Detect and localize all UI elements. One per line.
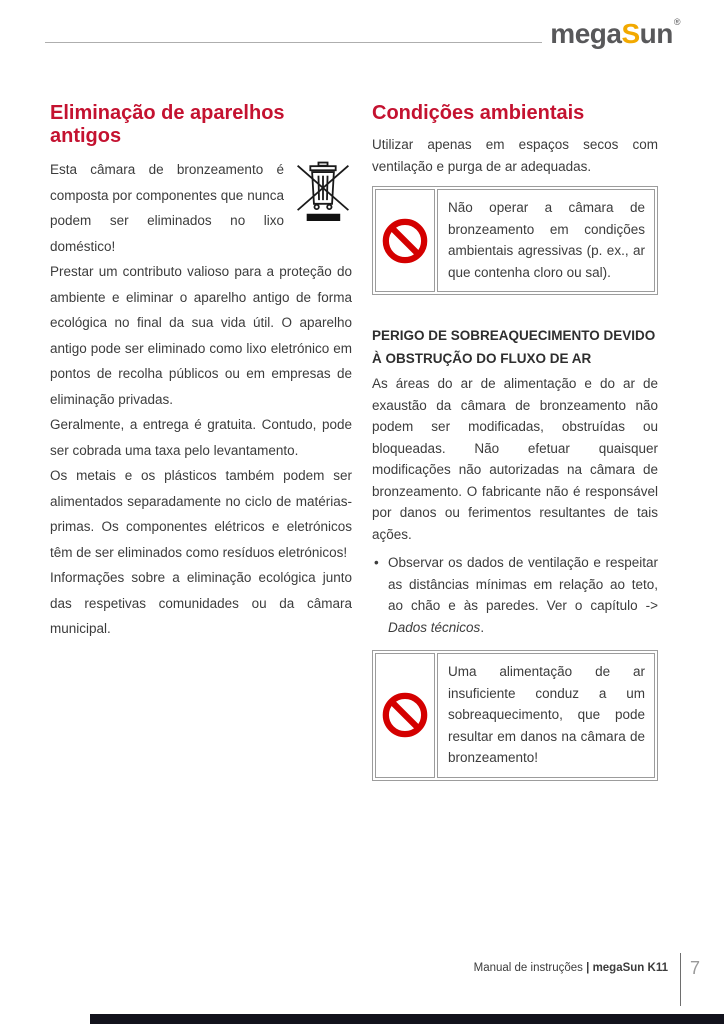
disposal-paragraph-5: Informações sobre a eliminação ecológica junto das respetivas comunidades ou da câmara municipal. [50, 570, 352, 636]
header-rule [45, 42, 542, 43]
page-header [45, 18, 680, 48]
left-column-disposal [50, 102, 352, 781]
warning-box-aggressive-air [372, 186, 658, 295]
ambient-intro: Utilizar apenas em espaços secos com ventilação e purga de ar adequadas. [372, 137, 658, 174]
registered-trademark-symbol: ® [673, 17, 680, 27]
section-heading-ambient: Condições ambientais [372, 102, 585, 124]
chapter-reference-technical-data: Dados técnicos [388, 619, 481, 635]
warning-text-aggressive-air: Não operar a câmara de bronzeamento em condições ambientais agressivas (p. ex., ar que contenha cloro ou sal). [448, 200, 645, 280]
disposal-paragraph-3: Geralmente, a entrega é gratuita. Contudo, pode ser cobrada uma taxa pelo levantamento. [50, 417, 352, 458]
logo-part-s: S [621, 18, 640, 49]
footer-divider-line [680, 953, 681, 1006]
footer-separator: | [586, 962, 593, 974]
bullet-marker: • [374, 555, 379, 570]
warning-text-cell [437, 653, 655, 778]
footer-manual-title [474, 962, 668, 974]
footer-product-name: megaSun K11 [592, 962, 668, 974]
bullet-text-main: Observar os dados de ventilação e respeitar as distâncias mínimas em relação ao teto, ao chão e às paredes. Ver o capítulo -> [388, 555, 658, 613]
ventilation-bullet-item [372, 552, 658, 638]
warning-text-cell [437, 189, 655, 292]
disposal-paragraph-1: Esta câmara de bronzeamento é composta por componentes que nunca podem ser eliminados no lixo doméstico! [50, 162, 284, 254]
logo-part-un: un [639, 18, 673, 49]
logo-part-mega: mega [550, 18, 622, 49]
megasun-logo [550, 18, 680, 48]
bullet-text-suffix: . [480, 619, 485, 635]
prohibition-icon [375, 653, 435, 778]
disposal-paragraph-4: Os metais e os plásticos também podem ser alimentados separadamente no ciclo de matérias-primas. Os componentes elétricos e eletrónicos têm de ser eliminados como resíduos eletrónicos! [50, 468, 352, 560]
section-heading-disposal: Eliminação de aparelhos antigos [50, 102, 285, 147]
warning-box-insufficient-air [372, 650, 658, 781]
page-number: 7 [689, 958, 700, 978]
weee-crossed-bin-icon [294, 160, 352, 224]
bullet-text [388, 552, 658, 638]
disposal-paragraph-2: Prestar um contributo valioso para a proteção do ambiente e eliminar o aparelho antigo de forma ecológica no final da sua vida útil. O aparelho antigo pode ser eliminado como lixo eletrónico em pontos de recolha públicos ou em empresas de eliminação privadas. [50, 264, 352, 407]
overheating-danger-subheading: PERIGO DE SOBREAQUECIMENTO DEVIDO À OBSTRUÇÃO DO FLUXO DE AR [372, 328, 656, 366]
airflow-paragraph: As áreas do ar de alimentação e do ar de exaustão da câmara de bronzeamento não podem ser modificadas, obstruídas ou bloqueadas. Não efetuar quaisquer modificações não autorizadas na câmara de bronzeamento. O fabricante não é responsável por danos ou ferimentos resultantes de tais ações. [372, 376, 658, 542]
right-column-ambient-conditions [372, 102, 658, 781]
footer-manual-label: Manual de instruções [473, 962, 587, 974]
prohibition-icon [375, 189, 435, 292]
bottom-accent-bar [90, 1014, 724, 1024]
warning-text-insufficient-air: Uma alimentação de ar insuficiente conduz a um sobreaquecimento, que pode resultar em danos na câmara de bronzeamento! [448, 664, 645, 765]
page-footer [474, 953, 700, 1006]
content-columns [50, 102, 658, 781]
